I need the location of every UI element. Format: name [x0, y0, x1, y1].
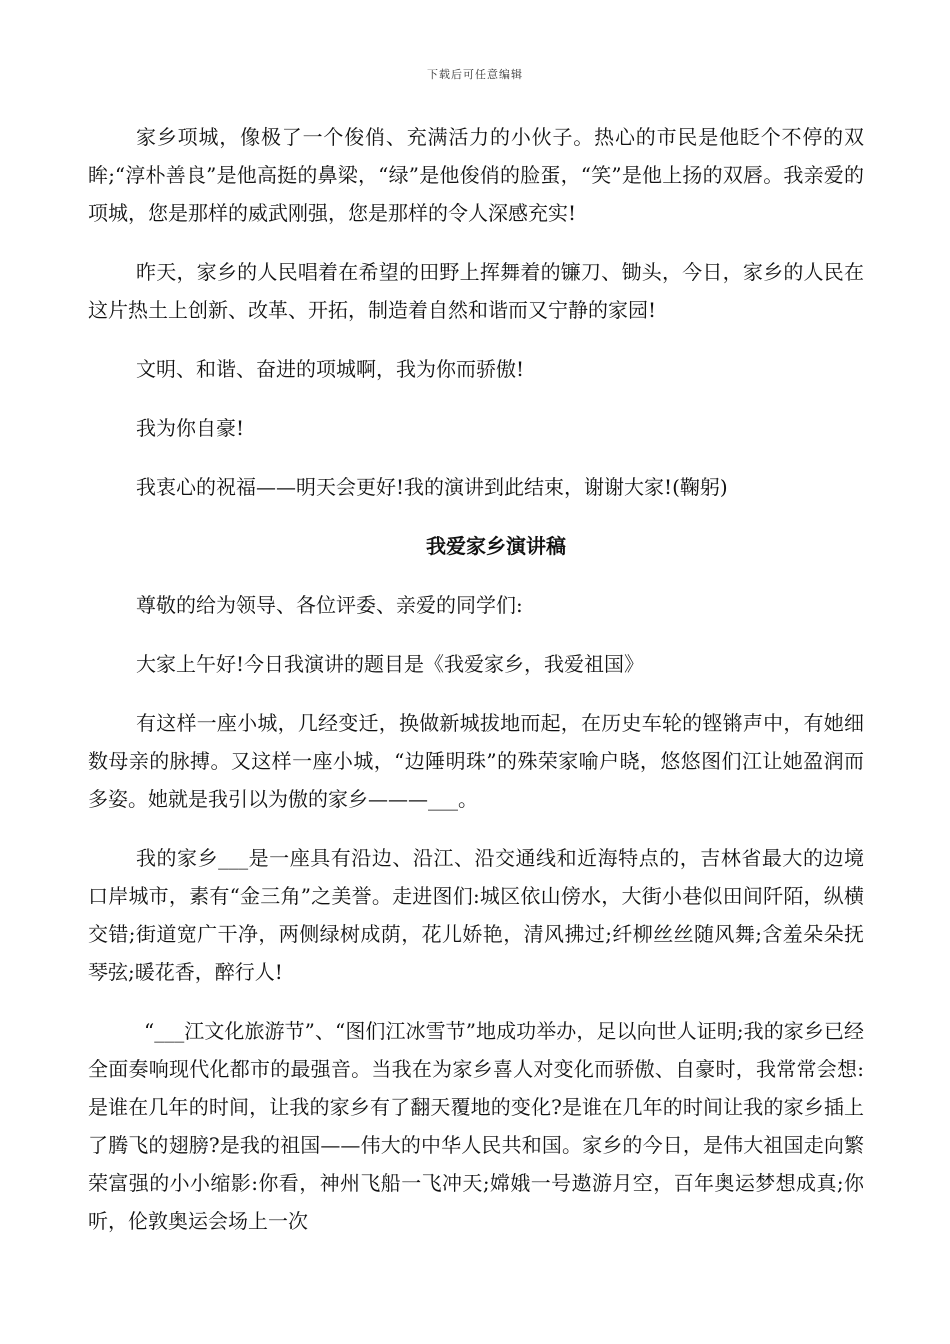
paragraph: 家乡项城，像极了一个俊俏、充满活力的小伙子。热心的市民是他眨个不停的双眸;“淳朴善良”是他高挺的鼻梁，“绿”是他俊俏的脸蛋，“笑”是他上扬的双唇。我亲爱的项城，您是那样的威武刚强，您是那样的令人深感充实! — [88, 125, 864, 225]
paragraph: 我的家乡___是一座具有沿边、沿江、沿交通线和近海特点的，吉林省最大的边境口岸城市，素有“金三角”之美誉。走进图们:城区依山傍水，大街小巷似田间阡陌，纵横交错;街道宽广干净，两侧绿树成荫，花儿娇艳，清风拂过;纤柳丝丝随风舞;含羞朵朵抚琴弦;暖花香，醉行人! — [88, 846, 864, 984]
paragraph: “___江文化旅游节”、“图们江冰雪节”地成功举办，足以向世人证明;我的家乡已经全面奏响现代化都市的最强音。当我在为家乡喜人对变化而骄傲、自豪时，我常常会想:是谁在几年的时间，让我的家乡有了翻天覆地的变化?是谁在几年的时间让我的家乡插上了腾飞的翅膀?是我的祖国——伟大的中华人民共和国。家乡的今日，是伟大祖国走向繁荣富强的小小缩影:你看，神州飞船一飞冲天;嫦娥一号遨游月空，百年奥运梦想成真;你听，伦敦奥运会场上一次 — [88, 1019, 864, 1233]
paragraph: 昨天，家乡的人民唱着在希望的田野上挥舞着的镰刀、锄头，今日，家乡的人民在这片热土上创新、改革、开拓，制造着自然和谐而又宁静的家园! — [88, 260, 864, 322]
page-header-note: 下载后可任意编辑 — [427, 68, 523, 81]
section-title: 我爱家乡演讲稿 — [426, 534, 566, 558]
paragraph: 大家上午好!今日我演讲的题目是《我爱家乡，我爱祖国》 — [136, 652, 645, 676]
paragraph: 文明、和谐、奋进的项城啊，我为你而骄傲! — [136, 357, 525, 381]
document-body — [88, 118, 864, 1261]
paragraph: 有这样一座小城，几经变迁，换做新城拔地而起，在历史车轮的铿锵声中，有她细数母亲的脉搏。又这样一座小城，“边陲明珠”的殊荣家喻户晓，悠悠图们江让她盈润而多姿。她就是我引以为傲的家乡———___。 — [88, 711, 864, 811]
paragraph: 我衷心的祝福——明天会更好!我的演讲到此结束，谢谢大家!(鞠躬) — [136, 475, 728, 499]
paragraph: 尊敬的给为领导、各位评委、亲爱的同学们: — [136, 593, 523, 617]
paragraph: 我为你自豪! — [136, 416, 245, 440]
